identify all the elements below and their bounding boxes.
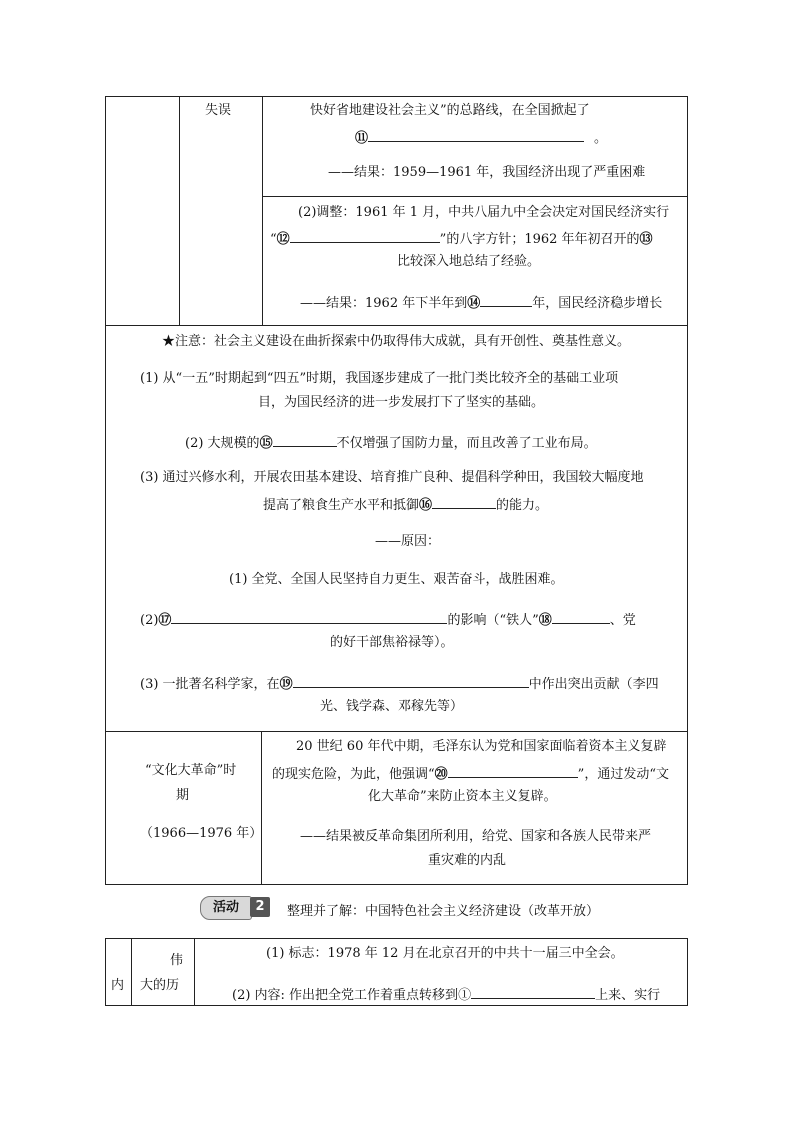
reason-3-line-2: 光、钱学森、邓稼先等）	[320, 699, 464, 714]
cr-line-1: 20 世纪 60 年代中期，毛泽东认为党和国家面临着资本主义复辟	[296, 739, 667, 754]
reason-3-line-1: (3) 一批著名科学家，在⑲ 中作出突出贡献（李四	[140, 674, 659, 693]
blank-number-1: ①	[458, 988, 472, 1003]
fill-blank-15[interactable]	[273, 433, 337, 447]
blank-number-19: ⑲	[279, 677, 293, 692]
table1-inner-row-divider	[262, 196, 688, 197]
fill-blank-18[interactable]	[552, 610, 610, 624]
note-p1-line-2: 目，为国民经济的进一步发展打下了坚实的基础。	[258, 395, 545, 410]
activity-number: 2	[250, 897, 270, 917]
fill-blank-12[interactable]	[290, 229, 440, 243]
note-p2: (2) 大规模的⑮ 不仅增强了国防力量，而且改善了工业布局。	[185, 433, 597, 452]
fill-blank-14[interactable]	[480, 293, 532, 307]
blank-number-20: ⑳	[434, 767, 448, 782]
mistake-line-2	[355, 128, 607, 147]
table1-col-divider-cr	[261, 731, 262, 885]
note-p3-line-1: (3) 通过兴修水利，开展农田基本建设、培育推广良种、提倡科学种田，我国较大幅度地	[140, 470, 644, 485]
adjust-line-1: (2)调整：1961 年 1 月，中共八届九中全会决定对国民经济实行	[298, 205, 670, 220]
adjust-line-3: 比较深入地总结了经验。	[397, 254, 541, 269]
table2-col1-label: 内	[111, 978, 125, 993]
fill-blank-17[interactable]	[171, 610, 447, 624]
table1-right-border	[687, 96, 688, 885]
table1-row-divider-note	[105, 325, 688, 326]
cr-label-line-1: “文化大革命”时	[145, 763, 237, 778]
table2-col2-line-1: 伟	[170, 953, 184, 968]
cr-label-line-2: 期	[176, 788, 190, 803]
table1-row-divider-cr	[105, 731, 688, 732]
note-p1-line-1: (1) 从“一五”时期起到“四五”时期，我国逐步建成了一批门类比较齐全的基础工业项	[140, 371, 619, 386]
table2-col-divider-b	[194, 938, 195, 1006]
table2-top-border	[105, 938, 688, 939]
table2-bottom-border	[105, 1005, 688, 1006]
blank-number-16: ⑯	[419, 498, 433, 513]
cr-line-5: 重灾难的内乱	[428, 853, 507, 868]
blank-number-18: ⑱	[538, 613, 552, 628]
cr-line-3: 化大革命”来防止资本主义复辟。	[368, 789, 557, 804]
table2-col-divider-a	[131, 938, 132, 1006]
reason-heading: ——原因：	[375, 534, 441, 549]
reason-1: (1) 全党、全国人民坚持自力更生、艰苦奋斗，战胜困难。	[229, 572, 564, 587]
left-label-mistake: 失误	[205, 103, 232, 118]
blank-number-11: ⑪	[355, 131, 369, 146]
fill-blank-20[interactable]	[448, 764, 578, 778]
activity-badge	[200, 896, 272, 918]
adjust-line-2: “⑫ ”的八字方针；1962 年年初召开的⑬	[270, 229, 653, 248]
activity-title: 整理并了解：中国特色社会主义经济建设（改革开放）	[287, 904, 600, 919]
table2-col2-line-2: 大的历	[140, 978, 180, 993]
fill-blank-11[interactable]	[368, 128, 584, 142]
table1-col-divider-b	[262, 96, 263, 325]
blank-number-13: ⑬	[639, 232, 653, 247]
blank-number-17: ⑰	[158, 613, 172, 628]
period: 。	[594, 131, 608, 146]
cr-label-line-3: （1966—1976 年）	[140, 826, 263, 841]
table1-left-border	[105, 96, 106, 885]
note-p3-line-2: 提高了粮食生产水平和抵御⑯ 的能力。	[263, 495, 548, 514]
blank-number-15: ⑮	[259, 436, 273, 451]
fill-blank-16[interactable]	[432, 495, 496, 509]
reason-2-line-1: (2)⑰ 的影响（“铁人”⑱ 、党	[140, 610, 636, 629]
table2-right-border	[687, 938, 688, 1006]
activity-label: 活动	[200, 896, 252, 920]
fill-blank-19[interactable]	[293, 674, 529, 688]
fill-blank-1[interactable]	[471, 985, 595, 999]
table1-col-divider-a	[179, 96, 180, 325]
table2-line-2: (2) 内容: 作出把全党工作着重点转移到① 上来、实行	[232, 985, 660, 1004]
blank-number-14: ⑭	[467, 296, 481, 311]
table1-bottom-border	[105, 884, 688, 885]
note-title: ★注意：社会主义建设在曲折探索中仍取得伟大成就，具有开创性、奠基性意义。	[162, 334, 631, 349]
adjust-result: ——结果：1962 年下半年到⑭ 年，国民经济稳步增长	[300, 293, 662, 312]
table2-line-1: (1) 标志：1978 年 12 月在北京召开的中共十一届三中全会。	[266, 946, 624, 961]
cr-line-4: ——结果被反革命集团所利用，给党、国家和各族人民带来严	[300, 829, 652, 844]
table2-left-border	[105, 938, 106, 1006]
table1-top-border	[105, 96, 688, 97]
reason-2-line-2: 的好干部焦裕禄等）。	[330, 635, 454, 650]
mistake-result: ——结果：1959—1961 年，我国经济出现了严重困难	[328, 165, 646, 180]
cr-line-2: 的现实危险，为此，他强调“⑳ ”，通过发动“文	[272, 764, 669, 783]
blank-number-12: ⑫	[276, 232, 290, 247]
mistake-line-1: 快好省地建设社会主义”的总路线，在全国掀起了	[310, 103, 590, 118]
